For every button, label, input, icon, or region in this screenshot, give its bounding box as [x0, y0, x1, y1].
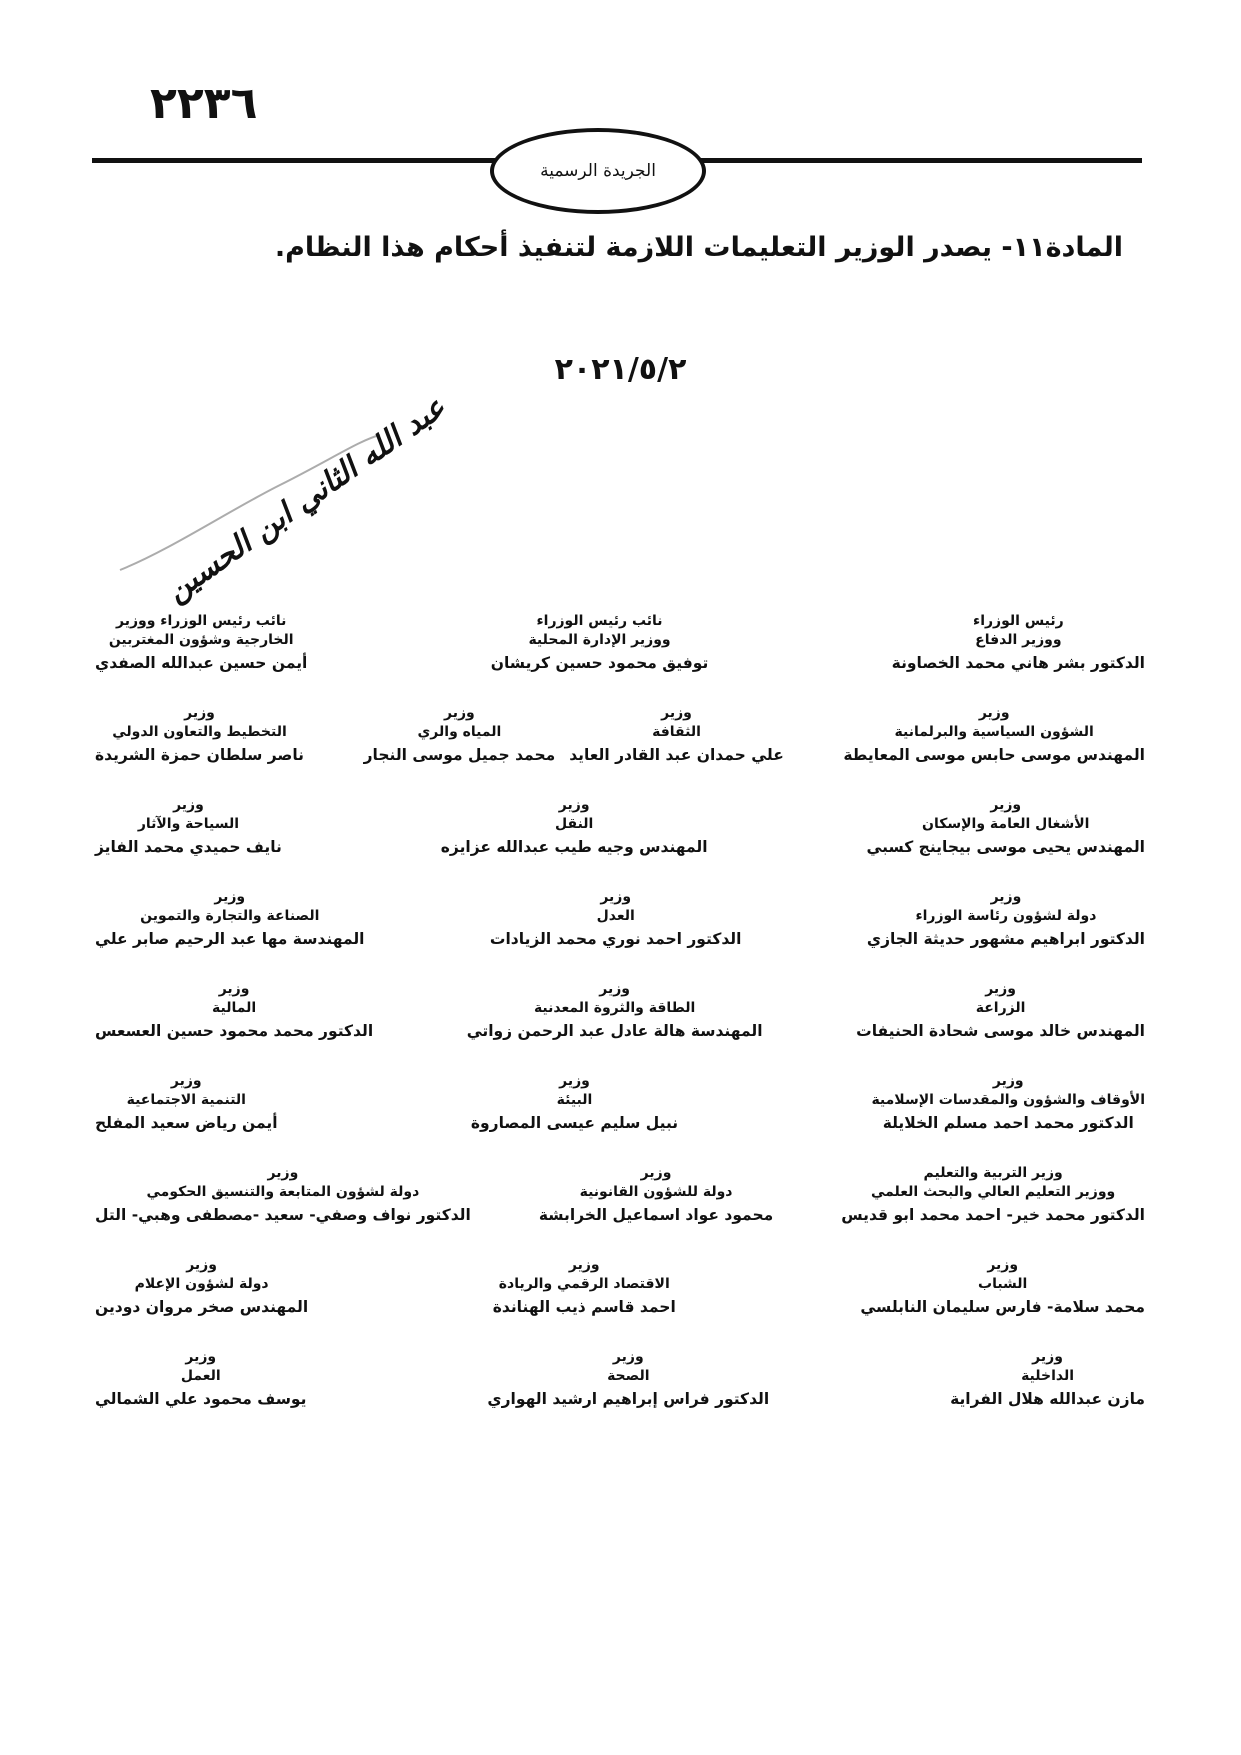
minister-title: دولة لشؤون رئاسة الوزراء: [915, 908, 1097, 924]
ministers-row-6: [95, 1072, 1145, 1164]
minister-title: وزير: [218, 981, 250, 997]
ministers-row-8: [95, 1256, 1145, 1348]
minister-title: النقل: [555, 816, 594, 832]
minister-block: [95, 1072, 278, 1164]
ministers-row-2: [95, 704, 1145, 796]
minister-name: المهندس وجيه طيب عبدالله عزايزه: [440, 838, 708, 856]
minister-block: [843, 704, 1145, 796]
minister-title: ووزير الدفاع: [975, 632, 1062, 648]
minister-name: الدكتور نواف وصفي- سعيد -مصطفى وهبي- التل: [95, 1206, 471, 1224]
gazette-title: الجريدة الرسمية: [540, 161, 656, 181]
article-text: المادة١١- يصدر الوزير التعليمات اللازمة لتنفيذ أحكام هذا النظام.: [274, 232, 1123, 263]
minister-title: وزير: [612, 1349, 644, 1365]
minister-block: [856, 980, 1145, 1072]
minister-title: نائب رئيس الوزراء ووزير: [116, 613, 287, 629]
minister-title: دولة لشؤون الإعلام: [134, 1276, 269, 1292]
minister-block: [471, 1072, 678, 1164]
minister-block: [95, 704, 304, 796]
minister-title: دولة للشؤون القانونية: [579, 1184, 733, 1200]
issue-date: ٢٠٢١/٥/٢: [554, 352, 687, 387]
ministers-row-9: [95, 1348, 1145, 1440]
minister-name: محمود عواد اسماعيل الخرابشة: [538, 1206, 774, 1224]
minister-block: [95, 980, 373, 1072]
minister-block: [441, 796, 708, 888]
minister-name: المهندس يحيى موسى بيجاينج كسبي: [866, 838, 1145, 856]
ministers-row-5: [95, 980, 1145, 1072]
minister-title: الأوقاف والشؤون والمقدسات الإسلامية: [871, 1092, 1145, 1108]
minister-block: [860, 1256, 1145, 1348]
ministers-row-3: [95, 796, 1145, 888]
minister-title: وزير: [185, 1349, 217, 1365]
minister-name: الدكتور ابراهيم مشهور حديثة الجازي: [866, 930, 1145, 948]
minister-title: الشباب: [978, 1276, 1028, 1292]
minister-block: [569, 704, 784, 796]
minister-block: [95, 1164, 471, 1256]
royal-signature: [110, 389, 453, 610]
minister-block: [866, 796, 1145, 888]
minister-title: الأشغال العامة والإسكان: [922, 816, 1090, 832]
minister-title: وزير: [640, 1165, 672, 1181]
minister-title: وزير: [990, 797, 1022, 813]
minister-block: [539, 1164, 773, 1256]
ministers-row-4: [95, 888, 1145, 980]
minister-title: وزير: [558, 797, 590, 813]
minister-title: العدل: [596, 908, 635, 924]
minister-block: [95, 612, 307, 704]
minister-name: نبيل سليم عيسى المصاروة: [470, 1114, 679, 1132]
minister-name: مازن عبدالله هلال الفراية: [950, 1390, 1145, 1408]
minister-title: وزير التربية والتعليم: [923, 1165, 1063, 1181]
minister-title: وزير: [1032, 1349, 1063, 1365]
minister-block: [487, 1348, 769, 1440]
minister-title: ووزير التعليم العالي والبحث العلمي: [871, 1184, 1116, 1200]
minister-name: أيمن حسين عبدالله الصفدي: [95, 654, 308, 672]
minister-title: وزير: [600, 889, 632, 905]
ministers-row-1: [95, 612, 1145, 704]
minister-title: وزير: [985, 981, 1016, 997]
minister-name: الدكتور محمد محمود حسين العسعس: [95, 1022, 374, 1040]
gazette-title-oval: [490, 128, 706, 214]
minister-name: محمد سلامة- فارس سليمان النابلسي: [860, 1298, 1145, 1316]
ministers-signatures: [95, 612, 1145, 1440]
minister-title: وزير: [599, 981, 630, 997]
minister-title: الطاقة والثروة المعدنية: [533, 1000, 696, 1016]
minister-block: [95, 888, 364, 980]
minister-title: الشؤون السياسية والبرلمانية: [894, 724, 1094, 740]
minister-block: [871, 1072, 1145, 1164]
minister-title: المياه والري: [417, 724, 502, 740]
minister-name: المهندسة هالة عادل عبد الرحمن زواتي: [466, 1022, 763, 1040]
minister-name: نايف حميدي محمد الفايز: [95, 838, 282, 856]
minister-title: وزير: [267, 1165, 299, 1181]
minister-title: الصناعة والتجارة والتموين: [140, 908, 320, 924]
minister-block: [364, 704, 556, 796]
signature-text: عبد الله الثاني ابن الحسين: [159, 389, 453, 610]
minister-block: [95, 796, 282, 888]
minister-title: المالية: [211, 1000, 257, 1016]
minister-name: ناصر سلطان حمزة الشريدة: [95, 746, 304, 764]
minister-block: [950, 1348, 1145, 1440]
minister-block: [467, 980, 763, 1072]
minister-title: البيئة: [556, 1092, 593, 1108]
minister-title: وزير: [184, 705, 215, 721]
ministers-row-7: [95, 1164, 1145, 1256]
minister-title: الصحة: [607, 1368, 650, 1384]
minister-block: [490, 888, 742, 980]
minister-block: [892, 612, 1145, 704]
minister-name: الدكتور بشر هاني محمد الخصاونة: [891, 654, 1145, 672]
minister-title: وزير: [990, 889, 1022, 905]
minister-title: رئيس الوزراء: [973, 613, 1064, 629]
minister-pair: [364, 704, 784, 796]
minister-name: علي حمدان عبد القادر العايد: [569, 746, 784, 764]
minister-title: وزير: [170, 1073, 202, 1089]
minister-block: [493, 1256, 676, 1348]
minister-title: الثقافة: [652, 724, 701, 740]
minister-name: الدكتور محمد خير- احمد محمد ابو قديس: [841, 1206, 1145, 1224]
minister-title: وزير: [444, 705, 475, 721]
minister-title: الاقتصاد الرقمي والريادة: [498, 1276, 670, 1292]
page-number: ٢٢٣٦: [150, 78, 258, 129]
minister-title: وزير: [661, 705, 692, 721]
minister-title: التخطيط والتعاون الدولي: [112, 724, 287, 740]
minister-title: وزير: [186, 1257, 217, 1273]
minister-title: الزراعة: [975, 1000, 1026, 1016]
minister-title: وزير: [214, 889, 246, 905]
minister-name: المهندس صخر مروان دودين: [95, 1298, 309, 1316]
minister-name: توفيق محمود حسين كريشان: [490, 654, 709, 672]
minister-title: وزير: [173, 797, 204, 813]
minister-name: يوسف محمود علي الشمالي: [95, 1390, 307, 1408]
minister-title: وزير: [978, 705, 1010, 721]
minister-name: المهندسة مها عبد الرحيم صابر علي: [95, 930, 365, 948]
minister-name: الدكتور فراس إبراهيم ارشيد الهواري: [487, 1390, 770, 1408]
minister-name: الدكتور محمد احمد مسلم الخلايلة: [882, 1114, 1134, 1132]
minister-block: [491, 612, 709, 704]
minister-title: نائب رئيس الوزراء: [536, 613, 663, 629]
minister-title: السياحة والآثار: [137, 816, 240, 832]
minister-name: المهندس موسى حابس موسى المعايطة: [843, 746, 1145, 764]
minister-title: العمل: [180, 1368, 221, 1384]
minister-title: وزير: [987, 1257, 1019, 1273]
minister-block: [95, 1256, 308, 1348]
minister-title: الخارجية وشؤون المغتربين: [108, 632, 294, 648]
minister-block: [95, 1348, 306, 1440]
minister-title: التنمية الاجتماعية: [126, 1092, 246, 1108]
minister-name: محمد جميل موسى النجار: [363, 746, 556, 764]
minister-name: احمد قاسم ذيب الهناندة: [492, 1298, 676, 1316]
minister-name: الدكتور احمد نوري محمد الزيادات: [489, 930, 742, 948]
minister-block: [867, 888, 1145, 980]
minister-title: ووزير الإدارة المحلية: [528, 632, 671, 648]
minister-name: المهندس خالد موسى شحادة الحنيفات: [856, 1022, 1145, 1040]
minister-title: وزير: [559, 1073, 590, 1089]
minister-name: أيمن رياض سعيد المفلح: [95, 1114, 278, 1132]
minister-block: [841, 1164, 1145, 1256]
minister-title: وزير: [992, 1073, 1024, 1089]
minister-title: وزير: [568, 1257, 600, 1273]
minister-title: الداخلية: [1021, 1368, 1075, 1384]
minister-title: دولة لشؤون المتابعة والتنسيق الحكومي: [146, 1184, 420, 1200]
